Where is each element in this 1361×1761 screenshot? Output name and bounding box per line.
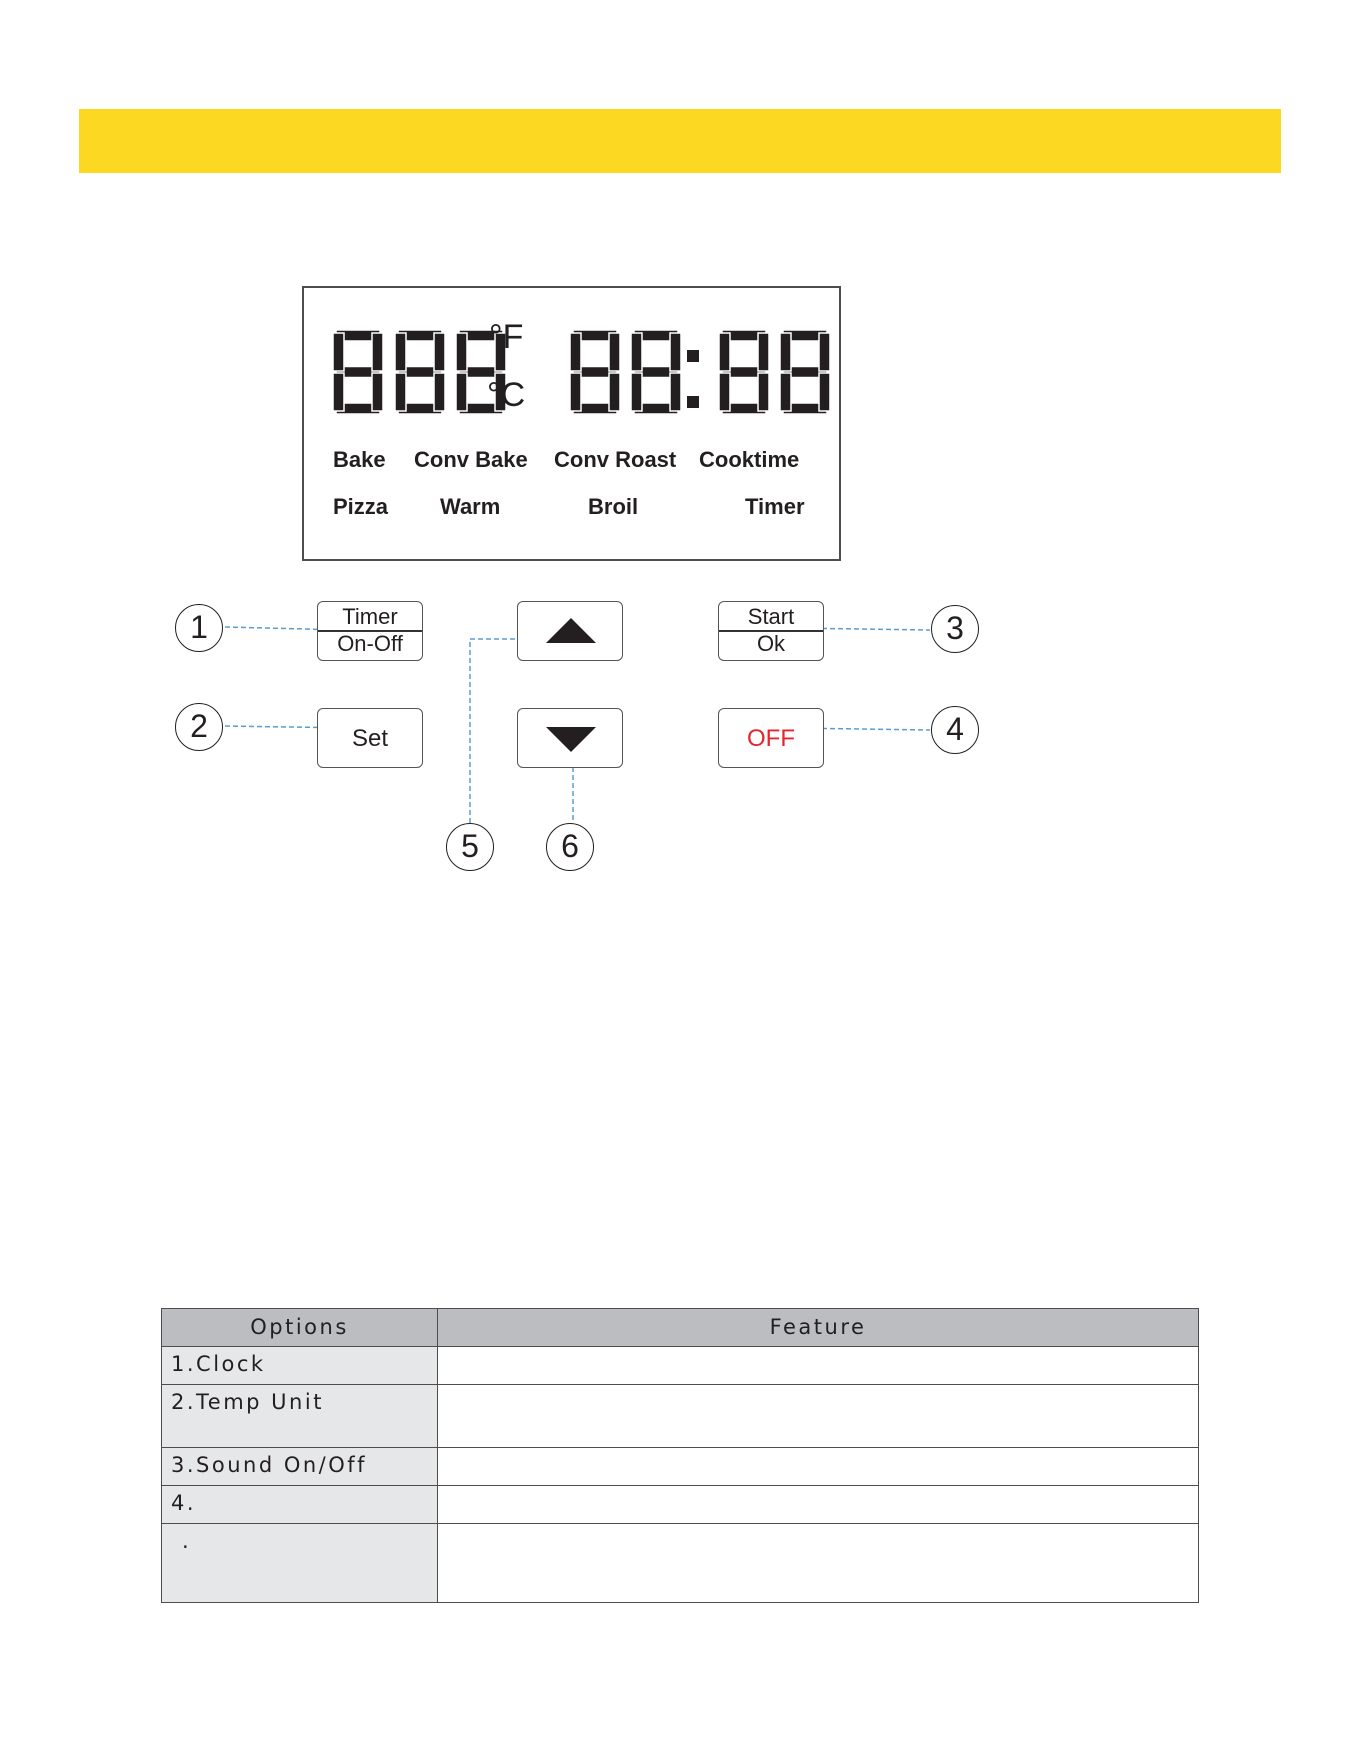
table-row bbox=[162, 1524, 1199, 1603]
triangle-down-icon bbox=[546, 727, 596, 752]
timer-on-off-button[interactable] bbox=[317, 601, 423, 661]
unit-fahrenheit: °F bbox=[489, 318, 524, 356]
callout-6: 6 bbox=[546, 823, 594, 871]
unit-celsius: °C bbox=[487, 376, 526, 414]
callout-2: 2 bbox=[175, 703, 223, 751]
off-label: OFF bbox=[747, 725, 795, 752]
mode-timer: Timer bbox=[745, 494, 805, 519]
options-header: Options bbox=[162, 1309, 438, 1347]
option-cell: 2.Temp Unit bbox=[162, 1385, 438, 1448]
mode-pizza: Pizza bbox=[333, 494, 389, 519]
option-cell: 4. bbox=[162, 1486, 438, 1524]
mode-cooktime: Cooktime bbox=[699, 447, 800, 472]
on-off-label: On-Off bbox=[337, 631, 403, 656]
feature-cell bbox=[438, 1448, 1199, 1486]
set-button[interactable] bbox=[317, 708, 423, 768]
table-row bbox=[162, 1347, 1199, 1385]
feature-cell bbox=[438, 1486, 1199, 1524]
timer-label: Timer bbox=[342, 604, 398, 629]
callout-3: 3 bbox=[931, 605, 979, 653]
feature-cell bbox=[438, 1347, 1199, 1385]
feature-cell bbox=[438, 1524, 1199, 1603]
triangle-up-icon bbox=[546, 618, 596, 643]
options-table bbox=[161, 1308, 1199, 1603]
mode-bake: Bake bbox=[333, 447, 386, 472]
option-cell: 3.Sound On/Off bbox=[162, 1448, 438, 1486]
table-row bbox=[162, 1448, 1199, 1486]
table-header-row bbox=[162, 1309, 1199, 1347]
option-cell: 1.Clock bbox=[162, 1347, 438, 1385]
down-arrow-button[interactable] bbox=[517, 708, 623, 768]
mode-conv-roast: Conv Roast bbox=[554, 447, 677, 472]
table-row bbox=[162, 1486, 1199, 1524]
callout-5: 5 bbox=[446, 823, 494, 871]
table-row bbox=[162, 1385, 1199, 1448]
feature-header: Feature bbox=[438, 1309, 1199, 1347]
mode-warm: Warm bbox=[440, 494, 501, 519]
feature-cell bbox=[438, 1385, 1199, 1448]
mode-conv-bake: Conv Bake bbox=[414, 447, 528, 472]
callout-4: 4 bbox=[931, 706, 979, 754]
mode-broil: Broil bbox=[588, 494, 639, 519]
set-label: Set bbox=[351, 725, 389, 752]
start-label: Start bbox=[747, 604, 795, 629]
ok-label: Ok bbox=[756, 631, 786, 656]
option-cell: . bbox=[162, 1524, 438, 1603]
up-arrow-button[interactable] bbox=[517, 601, 623, 661]
off-button[interactable] bbox=[718, 708, 824, 768]
start-ok-button[interactable] bbox=[718, 601, 824, 661]
callout-1: 1 bbox=[175, 604, 223, 652]
